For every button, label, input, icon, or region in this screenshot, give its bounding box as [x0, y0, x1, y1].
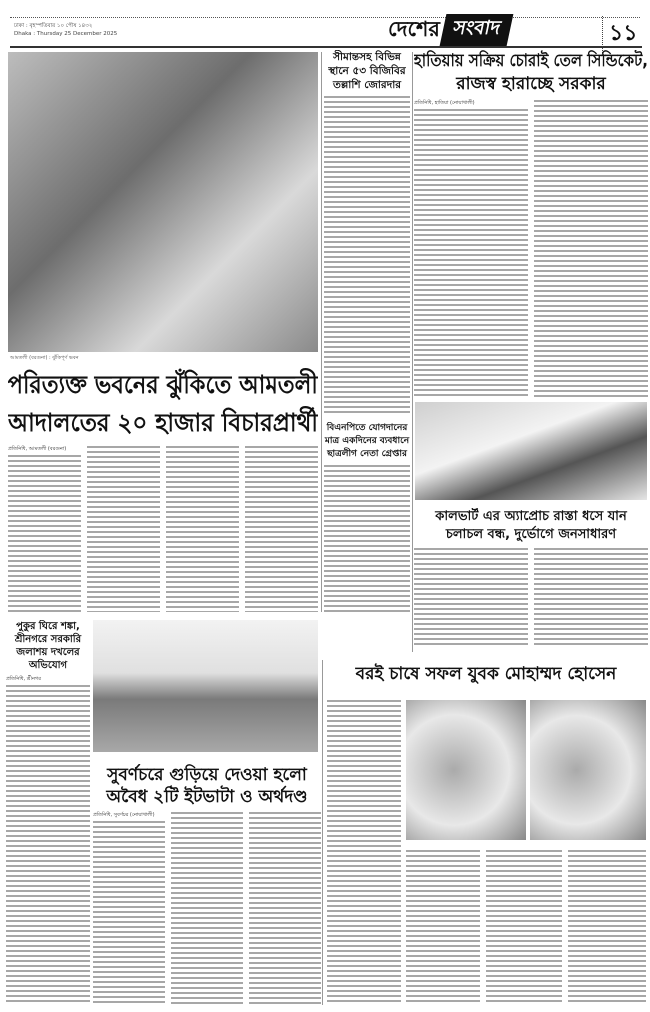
culvert-headline: [414, 508, 648, 544]
amtali-body-col1: [8, 455, 81, 612]
column-divider: [321, 52, 322, 612]
boroi-body-col4: [568, 850, 646, 1005]
hatiya-body-col1: [414, 109, 528, 398]
hatiya-body-col2: [534, 100, 648, 398]
culvert-headline-line2: চলাচল বন্ধ, দুর্ভোগে জনসাধারণ: [445, 527, 617, 542]
amtali-body: [8, 446, 318, 612]
culvert-photo: [415, 402, 647, 500]
bnp-headline: বিএনপিতে যোগদানের মাত্র একদিনের ব্যবধানে ছাত্রলীগ নেতা গ্রেপ্তার: [324, 423, 410, 459]
subarnachar-body-col2: [171, 812, 243, 1005]
bnp-body: [324, 465, 410, 612]
column-divider: [412, 52, 413, 652]
sreenagar-body: [6, 685, 90, 1005]
subarnachar-body-col1: [93, 821, 165, 1005]
culvert-body: [414, 548, 648, 648]
amtali-body-col3: [166, 446, 239, 612]
hatiya-headline-line2: রাজস্ব হারাচ্ছে সরকার: [456, 74, 606, 94]
masthead-part2: সংবাদ: [440, 14, 514, 46]
bgb-story: [324, 50, 410, 416]
culvert-headline-line1: কালভার্ট এর অ্যাপ্রোচ রাস্তা ধসে যান: [435, 509, 627, 524]
boroi-photo-2: [530, 700, 646, 840]
sreenagar-headline: পুকুর ঘিরে শঙ্কা, শ্রীনগরে সরকারি জলাশয় দখলের অভিযোগ: [14, 621, 82, 671]
bnp-story: [324, 422, 410, 612]
amtali-headline-line2: আদালতের ২০ হাজার বিচারপ্রার্থী: [8, 408, 318, 437]
subarnachar-byline: প্রতিনিধি, সুবর্ণচর (নোয়াখালী): [93, 812, 155, 818]
amtali-headline-line1: পরিত্যক্ত ভবনের ঝুঁকিতে আমতলী: [8, 370, 318, 399]
amtali-photo-caption: আমতলী (বরগুনা) : ঝুঁকিপূর্ণ ভবন: [10, 355, 79, 361]
amtali-col1: [8, 446, 81, 612]
hatiya-byline: প্রতিনিধি, হাতিয়া (নোয়াখালী): [414, 100, 475, 106]
column-divider: [322, 660, 323, 1005]
boroi-body-col3: [486, 850, 562, 1005]
amtali-byline: প্রতিনিধি, আমতলী (বরগুনা): [8, 446, 67, 452]
dateline: [14, 22, 117, 38]
subarnachar-story: [93, 764, 321, 1005]
hatiya-headline-line1: হাতিয়ায় সক্রিয় চোরাই তেল সিন্ডিকেট,: [414, 51, 648, 71]
sreenagar-story: [6, 620, 90, 1005]
bgb-headline: সীমান্তসহ বিভিন্ন স্থানে ৫৩ বিজিবির তল্লাশি জোরদার: [328, 51, 406, 91]
culvert-story: [414, 508, 648, 648]
date-bengali: ঢাকা : বৃহস্পতিবার ১০ পৌষ ১৪৩২: [14, 23, 93, 29]
culvert-body-col2: [534, 548, 648, 648]
header-dotted-rule: [10, 17, 640, 18]
date-english: Dhaka : Thursday 25 December 2025: [14, 31, 118, 37]
brickfield-photo: [93, 620, 318, 752]
boroi-body-col1: [327, 700, 401, 1005]
subarnachar-body: [93, 812, 321, 1005]
boroi-body-col2: [406, 850, 480, 1005]
amtali-story: [8, 366, 318, 612]
hatiya-story: [414, 50, 648, 398]
hatiya-headline: [414, 50, 648, 96]
header-rule: [10, 46, 642, 48]
amtali-headline: [8, 366, 318, 442]
boroi-headline-wrap: [326, 662, 646, 686]
section-masthead: [388, 16, 510, 44]
amtali-photo: [8, 52, 318, 352]
subarnachar-headline-line1: সুবর্ণচরে গুড়িয়ে দেওয়া হলো: [107, 765, 307, 785]
masthead-part1: দেশের: [388, 16, 440, 41]
amtali-body-col4: [245, 446, 318, 612]
boroi-photo-1: [406, 700, 526, 840]
amtali-body-col2: [87, 446, 160, 612]
page-number: ১১: [602, 16, 638, 53]
subarnachar-headline: [93, 764, 321, 808]
boroi-headline: বরই চাষে সফল যুবক মোহাম্মদ হোসেন: [355, 664, 617, 684]
subarnachar-body-col3: [249, 812, 321, 1005]
culvert-body-col1: [414, 548, 528, 648]
subarnachar-headline-line2: অবৈধ ২টি ইটভাটা ও অর্থদণ্ড: [106, 787, 308, 807]
bgb-body: [324, 96, 410, 416]
sreenagar-byline: প্রতিনিধি, শ্রীনগর: [6, 676, 41, 682]
hatiya-body: [414, 100, 648, 398]
